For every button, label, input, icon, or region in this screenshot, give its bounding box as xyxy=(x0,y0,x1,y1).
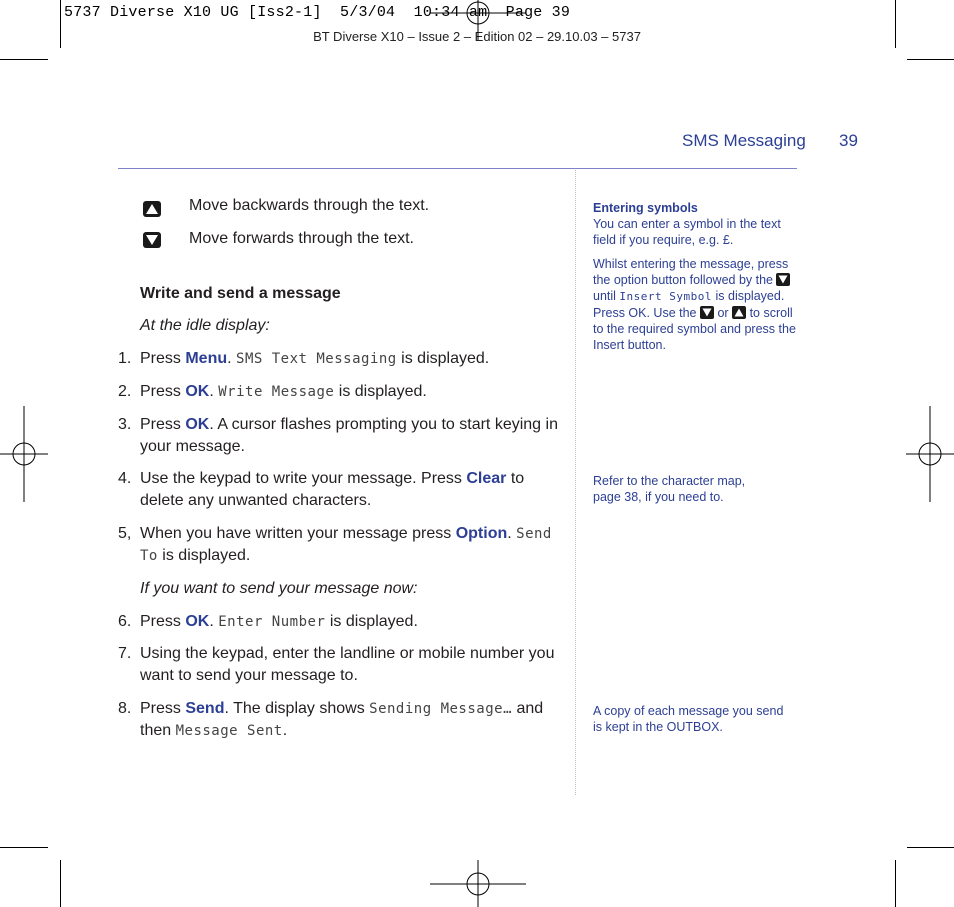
step-number: 5, xyxy=(118,525,132,542)
page-number: 39 xyxy=(839,131,858,150)
column-divider xyxy=(575,170,576,795)
down-arrow-icon xyxy=(700,306,714,319)
section-title: SMS Messaging xyxy=(682,131,806,150)
step-number: 1. xyxy=(118,350,132,367)
key-name: Option xyxy=(455,525,508,542)
key-name: OK xyxy=(185,383,210,400)
down-arrow-icon xyxy=(143,232,161,248)
send-now-note: If you want to send your message now: xyxy=(140,580,418,597)
edition-line: BT Diverse X10 – Issue 2 – Edition 02 – 29.10.03 – 5737 xyxy=(313,29,641,44)
header-rule xyxy=(118,168,797,169)
tip-title: Entering symbols xyxy=(593,201,698,215)
step-number: 6. xyxy=(118,613,132,630)
display-text: Message Sent xyxy=(175,723,283,739)
idle-note: At the idle display: xyxy=(140,317,270,334)
tip-entering-symbols xyxy=(593,200,798,248)
tip-outbox: A copy of each message you send is kept in the OUTBOX. xyxy=(593,704,784,734)
display-text: Send To xyxy=(140,526,552,564)
key-name: Clear xyxy=(466,470,507,487)
display-text: Insert Symbol xyxy=(619,290,713,303)
down-arrow-icon xyxy=(776,273,790,286)
step-number: 7. xyxy=(118,645,132,662)
crop-mark xyxy=(60,0,61,48)
crop-mark xyxy=(907,847,954,848)
crop-mark xyxy=(895,0,896,48)
registration-mark-top xyxy=(430,0,526,40)
key-name: Send xyxy=(185,700,225,717)
key-name: OK xyxy=(185,613,210,630)
tip-character-map: Refer to the character map, page 38, if you need to. xyxy=(593,474,746,504)
key-name: OK xyxy=(185,416,210,433)
step-number: 3. xyxy=(118,416,132,433)
registration-mark-left xyxy=(0,406,48,502)
up-arrow-icon xyxy=(143,201,161,217)
step-number: 2. xyxy=(118,383,132,400)
printer-slug: 5737 Diverse X10 UG [Iss2-1] 5/3/04 10:34 am Page 39 xyxy=(64,4,571,21)
up-arrow-icon xyxy=(732,306,746,319)
tip-insert-symbol: Whilst entering the message, press the option button followed by the until Insert Symbol is displayed. Press OK. Use the or to scroll to the required symbol and press the Insert button. xyxy=(593,257,796,352)
display-text: Enter Number xyxy=(218,614,326,630)
up-key-description: Move backwards through the text. xyxy=(189,197,430,214)
display-text: Write Message xyxy=(218,384,335,400)
crop-mark xyxy=(60,860,61,907)
key-name: Menu xyxy=(185,350,228,367)
display-text: SMS Text Messaging xyxy=(236,351,397,367)
crop-mark xyxy=(907,59,954,60)
step-number: 8. xyxy=(118,700,132,717)
registration-mark-right xyxy=(906,406,954,502)
step-number: 4. xyxy=(118,470,132,487)
crop-mark xyxy=(895,860,896,907)
crop-mark xyxy=(0,59,48,60)
down-key-description: Move forwards through the text. xyxy=(189,230,414,247)
display-text: Sending Message… xyxy=(369,701,512,717)
registration-mark-bottom xyxy=(430,860,526,907)
section-heading: Write and send a message xyxy=(140,285,341,302)
tip-text: You can enter a symbol in the text field if you require, e.g. £. xyxy=(593,217,781,247)
crop-mark xyxy=(0,847,48,848)
